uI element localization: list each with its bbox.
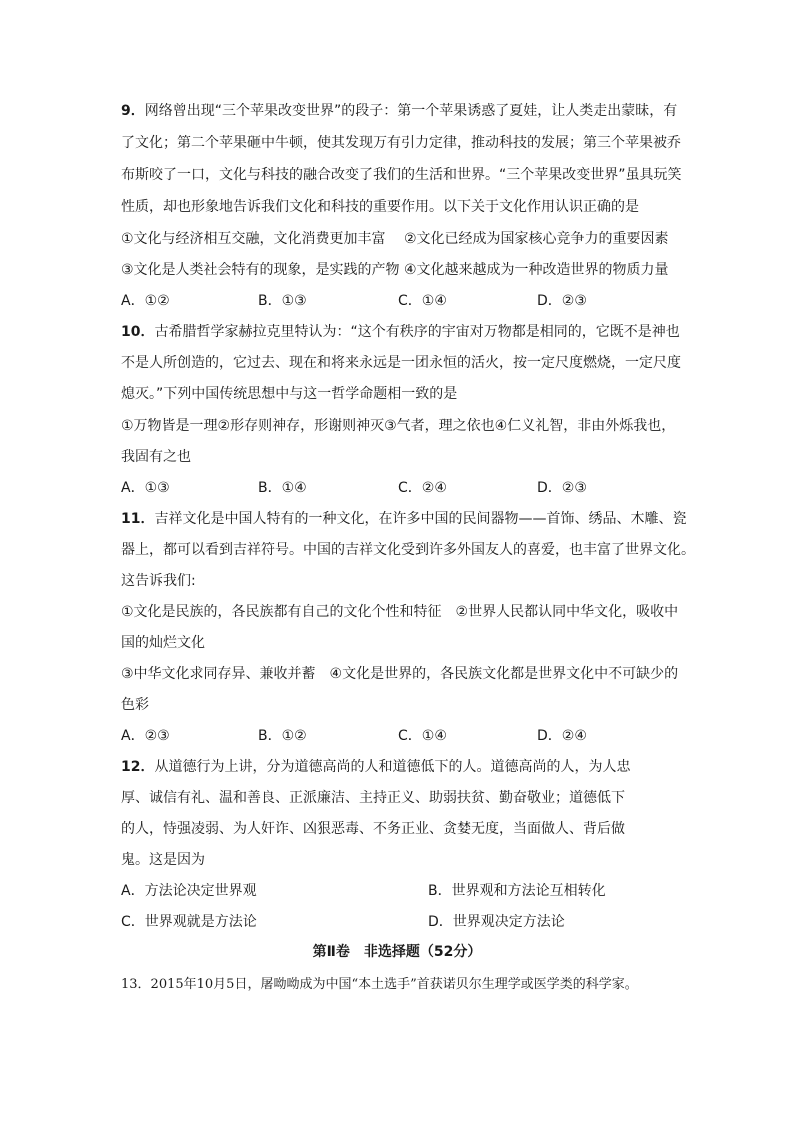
q10-line-4: ①万物皆是一理②形存则神存，形谢则神灭③气者，理之依也④仁义礼智，非由外烁我也， (121, 418, 676, 434)
q12-line-2: 厚、诚信有礼、温和善良、正派廉洁、主持正义、助弱扶贫、勤奋敬业；道德低下 (121, 790, 625, 806)
q10-option-d[interactable]: D．②③ (537, 480, 587, 496)
q12-line-4: 鬼。这是因为 (121, 852, 205, 868)
q11-option-d[interactable]: D．②④ (537, 728, 587, 744)
q12-line-1: 12．从道德行为上讲，分为道德高尚的人和道德低下的人。道德高尚的人，为人忠 (121, 759, 631, 775)
q9-line-2: 了文化；第二个苹果砸中牛顿，使其发现万有引力定律，推动科技的发展；第三个苹果被乔 (121, 135, 681, 151)
q10-option-a[interactable]: A．①③ (121, 480, 170, 496)
q10-option-b[interactable]: B．①④ (258, 480, 307, 496)
q11-line-5: 国的灿烂文化 (121, 635, 205, 651)
q9-option-c[interactable]: C．①④ (398, 293, 447, 309)
q11-line-7: 色彩 (121, 697, 149, 713)
q9-line-5: ①文化与经济相互交融，文化消费更加丰富 ②文化已经成为国家核心竞争力的重要因素 (121, 231, 669, 247)
q9-option-b[interactable]: B．①③ (258, 293, 307, 309)
q11-option-b[interactable]: B．①② (258, 728, 307, 744)
q11-option-a[interactable]: A．②③ (121, 728, 170, 744)
q10-number: 10． (121, 324, 155, 340)
q13-line-1: 13．2015年10月5日，屠呦呦成为中国“本土选手”首获诺贝尔生理学或医学类的科学家。 (121, 977, 638, 992)
q11-line-6: ③中华文化求同存异、兼收并蓄 ④文化是世界的，各民族文化都是世界文化中不可缺少的 (121, 666, 679, 682)
section-2-title: 第Ⅱ卷 非选择题（52分） (312, 944, 482, 960)
q10-line-1: 10．古希腊哲学家赫拉克里特认为：“这个有秩序的宇宙对万物都是相同的，它既不是神也 (121, 324, 680, 340)
q9-line-6: ③文化是人类社会特有的现象，是实践的产物 ④文化越来越成为一种改造世界的物质力量 (121, 262, 669, 278)
q12-option-b[interactable]: B．世界观和方法论互相转化 (428, 883, 606, 899)
q10-line-2: 不是人所创造的，它过去、现在和将来永远是一团永恒的活火，按一定尺度燃烧，一定尺度 (121, 355, 681, 371)
q11-option-c[interactable]: C．①④ (398, 728, 447, 744)
q9-option-d[interactable]: D．②③ (537, 293, 587, 309)
q11-line-1: 11．吉祥文化是中国人特有的一种文化，在许多中国的民间器物——首饰、绣品、木雕、瓷 (121, 511, 687, 527)
q9-option-a[interactable]: A．①② (121, 293, 170, 309)
q11-line-2: 器上，都可以看到吉祥符号。中国的吉祥文化受到许多外国友人的喜爱，也丰富了世界文化。 (121, 542, 695, 558)
q9-line-3: 布斯咬了一口，文化与科技的融合改变了我们的生活和世界。“三个苹果改变世界”虽具玩笑 (121, 167, 682, 183)
q12-option-c[interactable]: C．世界观就是方法论 (121, 914, 257, 930)
q11-number: 11． (121, 511, 155, 527)
q9-number: 9． (121, 103, 145, 119)
q12-number: 12． (121, 759, 155, 775)
q9-line-1: 9．网络曾出现“三个苹果改变世界”的段子：第一个苹果诱惑了夏娃，让人类走出蒙昧，有 (121, 103, 678, 119)
q12-option-d[interactable]: D．世界观决定方法论 (428, 914, 565, 930)
q12-line-3: 的人，恃强凌弱、为人奸诈、凶狠恶毒、不务正业、贪婪无度，当面做人、背后做 (121, 821, 625, 837)
q9-line-4: 性质，却也形象地告诉我们文化和科技的重要作用。以下关于文化作用认识正确的是 (121, 199, 639, 215)
q12-option-a[interactable]: A．方法论决定世界观 (121, 883, 257, 899)
q10-line-5: 我固有之也 (121, 449, 191, 465)
q11-line-3: 这告诉我们: (121, 573, 196, 589)
q11-line-4: ①文化是民族的，各民族都有自己的文化个性和特征 ②世界人民都认同中华文化，吸收中 (121, 604, 679, 620)
q10-line-3: 熄灭。”下列中国传统思想中与这一哲学命题相一致的是 (121, 386, 458, 402)
q10-option-c[interactable]: C．②④ (398, 480, 447, 496)
